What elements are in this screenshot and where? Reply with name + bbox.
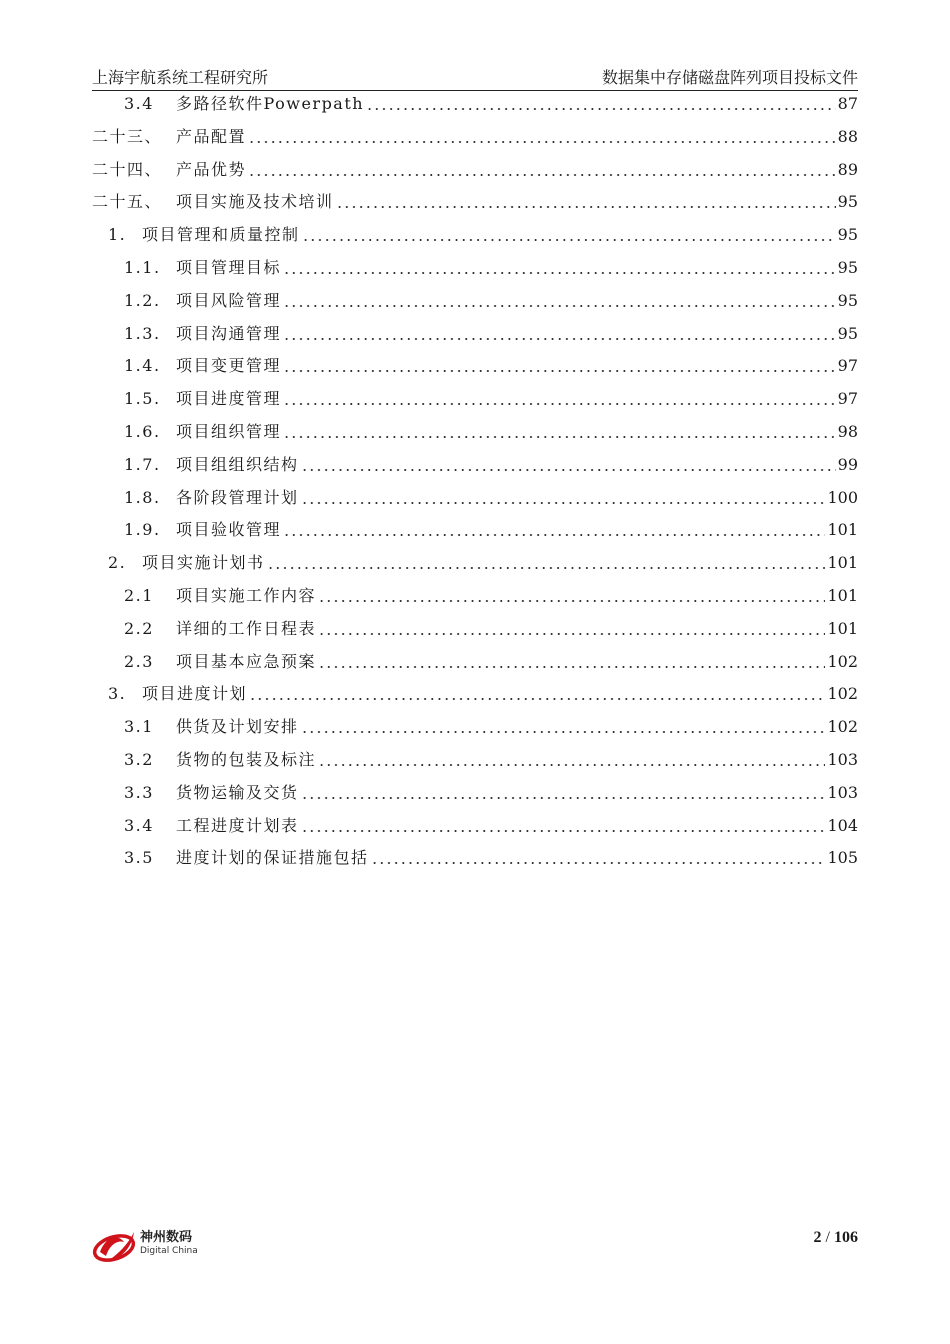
toc-leader-dots (318, 593, 825, 603)
toc-entry-number: 3.3 (124, 782, 154, 802)
toc-entry-number: 1.6. (124, 422, 161, 441)
toc-leader-dots (267, 560, 826, 570)
toc-entry-page: 100 (827, 487, 858, 507)
toc-leader-dots (366, 101, 836, 111)
toc-entry-page: 103 (827, 782, 858, 802)
toc-entry-page: 104 (827, 815, 858, 835)
toc-leader-dots (318, 626, 825, 636)
toc-entry[interactable] (124, 517, 858, 541)
toc-entry-number: 1.5. (124, 389, 161, 409)
toc-entry-number: 1.1. (124, 258, 161, 277)
toc-leader-dots (318, 757, 825, 767)
toc-entry-number: 3.1 (124, 717, 154, 737)
toc-entry-page: 95 (837, 258, 858, 277)
toc-entry-page: 95 (837, 225, 858, 245)
toc-leader-dots (318, 659, 825, 669)
toc-entry-number: 2.3 (124, 651, 154, 671)
toc-entry-page: 97 (837, 389, 858, 409)
toc-entry-number: 1.9. (124, 520, 161, 540)
toc-entry-page: 98 (837, 422, 858, 441)
toc-entry-title: 项目验收管理 (176, 520, 282, 540)
toc-leader-dots (283, 298, 836, 308)
toc-entry-title: 项目沟通管理 (176, 323, 282, 343)
toc-entry[interactable] (124, 813, 858, 837)
toc-leader-dots (301, 724, 826, 734)
digital-china-logo (92, 1222, 202, 1266)
toc-entry-page: 102 (827, 717, 858, 737)
toc-leader-dots (248, 134, 836, 144)
toc-entry-title: 项目组织管理 (176, 422, 282, 441)
toc-leader-dots (283, 265, 836, 275)
logo-text-chinese: 神州数码 (140, 1230, 193, 1245)
toc-entry-number: 1.2. (124, 290, 161, 310)
toc-leader-dots (248, 167, 836, 177)
toc-entry-number: 二十三、 (92, 126, 163, 146)
toc-entry-page: 101 (827, 553, 858, 573)
toc-leader-dots (301, 462, 836, 472)
toc-entry[interactable] (92, 124, 858, 148)
toc-entry-number: 3. (108, 684, 127, 704)
toc-entry-page: 105 (827, 848, 858, 868)
toc-leader-dots (301, 790, 826, 800)
toc-entry-number: 1.3. (124, 323, 161, 343)
toc-entry-title: 项目管理目标 (176, 258, 282, 277)
toc-entry[interactable] (92, 157, 858, 181)
toc-entry-page: 101 (827, 520, 858, 540)
digital-china-logo-icon (92, 1222, 140, 1266)
toc-entry-page: 103 (827, 750, 858, 769)
toc-entry-title: 各阶段管理计划 (176, 487, 299, 507)
toc-entry-title: 项目实施计划书 (142, 553, 265, 573)
toc-entry[interactable] (124, 419, 858, 443)
toc-leader-dots (301, 823, 826, 833)
toc-entry[interactable] (124, 485, 858, 509)
toc-entry-title: 项目管理和质量控制 (142, 225, 300, 245)
toc-entry-title: 进度计划的保证措施包括 (176, 848, 369, 868)
toc-entry[interactable] (124, 714, 858, 738)
toc-entry-title: 项目进度管理 (176, 389, 282, 409)
toc-entry-number: 3.2 (124, 750, 154, 769)
toc-entry-number: 二十四、 (92, 159, 163, 179)
toc-entry-title: 产品优势 (176, 159, 247, 179)
toc-entry[interactable] (124, 845, 858, 869)
toc-entry-title: 项目基本应急预案 (176, 651, 317, 671)
toc-entry-title: 产品配置 (176, 126, 247, 146)
logo-text-english: Digital China (140, 1246, 198, 1256)
toc-leader-dots (302, 232, 836, 242)
toc-leader-dots (249, 691, 825, 701)
toc-entry-title: 多路径软件Powerpath (176, 94, 365, 113)
toc-entry-page: 89 (837, 159, 858, 179)
toc-entry[interactable] (124, 780, 858, 804)
toc-entry-page: 102 (827, 684, 858, 704)
toc-leader-dots (283, 396, 836, 406)
header-organization: 上海宇航系统工程研究所 (92, 68, 269, 87)
toc-entry-number: 二十五、 (92, 192, 163, 212)
toc-leader-dots (301, 495, 826, 505)
toc-entry-title: 项目实施工作内容 (176, 586, 317, 605)
toc-leader-dots (283, 429, 836, 439)
toc-entry[interactable] (124, 386, 858, 410)
page-number (814, 1229, 858, 1247)
toc-entry-page: 102 (827, 651, 858, 671)
toc-entry-page: 87 (837, 94, 858, 113)
toc-entry-title: 项目风险管理 (176, 290, 282, 310)
toc-entry-number: 1.7. (124, 454, 161, 474)
toc-entry-page: 95 (837, 290, 858, 310)
toc-entry[interactable] (124, 255, 858, 279)
toc-entry[interactable] (108, 681, 858, 705)
toc-entry-title: 项目变更管理 (176, 356, 282, 376)
page-current: 2 (813, 1229, 822, 1246)
toc-entry-number: 1.4. (124, 356, 161, 376)
toc-leader-dots (336, 199, 836, 209)
toc-entry[interactable] (124, 452, 858, 476)
toc-entry-number: 3.5 (124, 848, 154, 868)
toc-entry-number: 1. (108, 225, 127, 245)
toc-entry[interactable] (124, 583, 858, 607)
toc-entry-title: 货物运输及交货 (176, 782, 299, 802)
toc-entry[interactable] (108, 550, 858, 574)
toc-entry-title: 供货及计划安排 (176, 717, 299, 737)
toc-entry-number: 3.4 (124, 815, 154, 835)
page-separator: / (821, 1229, 834, 1246)
toc-leader-dots (371, 855, 826, 865)
toc-entry-page: 99 (837, 454, 858, 474)
toc-entry-title: 货物的包装及标注 (176, 750, 317, 769)
toc-entry-number: 1.8. (124, 487, 161, 507)
toc-entry[interactable] (124, 91, 858, 115)
page-total: 106 (834, 1229, 858, 1246)
toc-leader-dots (283, 527, 825, 537)
toc-entry-page: 88 (837, 126, 858, 146)
toc-entry[interactable] (124, 321, 858, 345)
toc-entry-page: 101 (827, 586, 858, 605)
toc-entry[interactable] (124, 288, 858, 312)
toc-entry[interactable] (124, 616, 858, 640)
toc-entry-title: 工程进度计划表 (176, 815, 299, 835)
toc-entry[interactable] (92, 189, 858, 213)
toc-entry-title: 项目实施及技术培训 (176, 192, 334, 212)
header-document-title: 数据集中存储磁盘阵列项目投标文件 (601, 68, 858, 87)
toc-entry-title: 项目组组织结构 (176, 454, 299, 474)
toc-entry[interactable] (124, 747, 858, 771)
toc-entry-page: 97 (837, 356, 858, 376)
toc-entry-page: 101 (827, 618, 858, 638)
toc-entry[interactable] (108, 222, 858, 246)
toc-entry-number: 2. (108, 553, 127, 573)
toc-entry-title: 详细的工作日程表 (176, 618, 317, 638)
toc-entry-page: 95 (837, 323, 858, 343)
toc-entry[interactable] (124, 649, 858, 673)
toc-entry-number: 2.2 (124, 618, 154, 638)
page-header (92, 66, 858, 91)
toc-entry-page: 95 (837, 192, 858, 212)
toc-leader-dots (283, 331, 836, 341)
toc-leader-dots (283, 363, 836, 373)
toc-entry-title: 项目进度计划 (142, 684, 248, 704)
toc-entry-number: 3.4 (124, 94, 154, 113)
toc-entry[interactable] (124, 353, 858, 377)
toc-entry-number: 2.1 (124, 586, 154, 605)
